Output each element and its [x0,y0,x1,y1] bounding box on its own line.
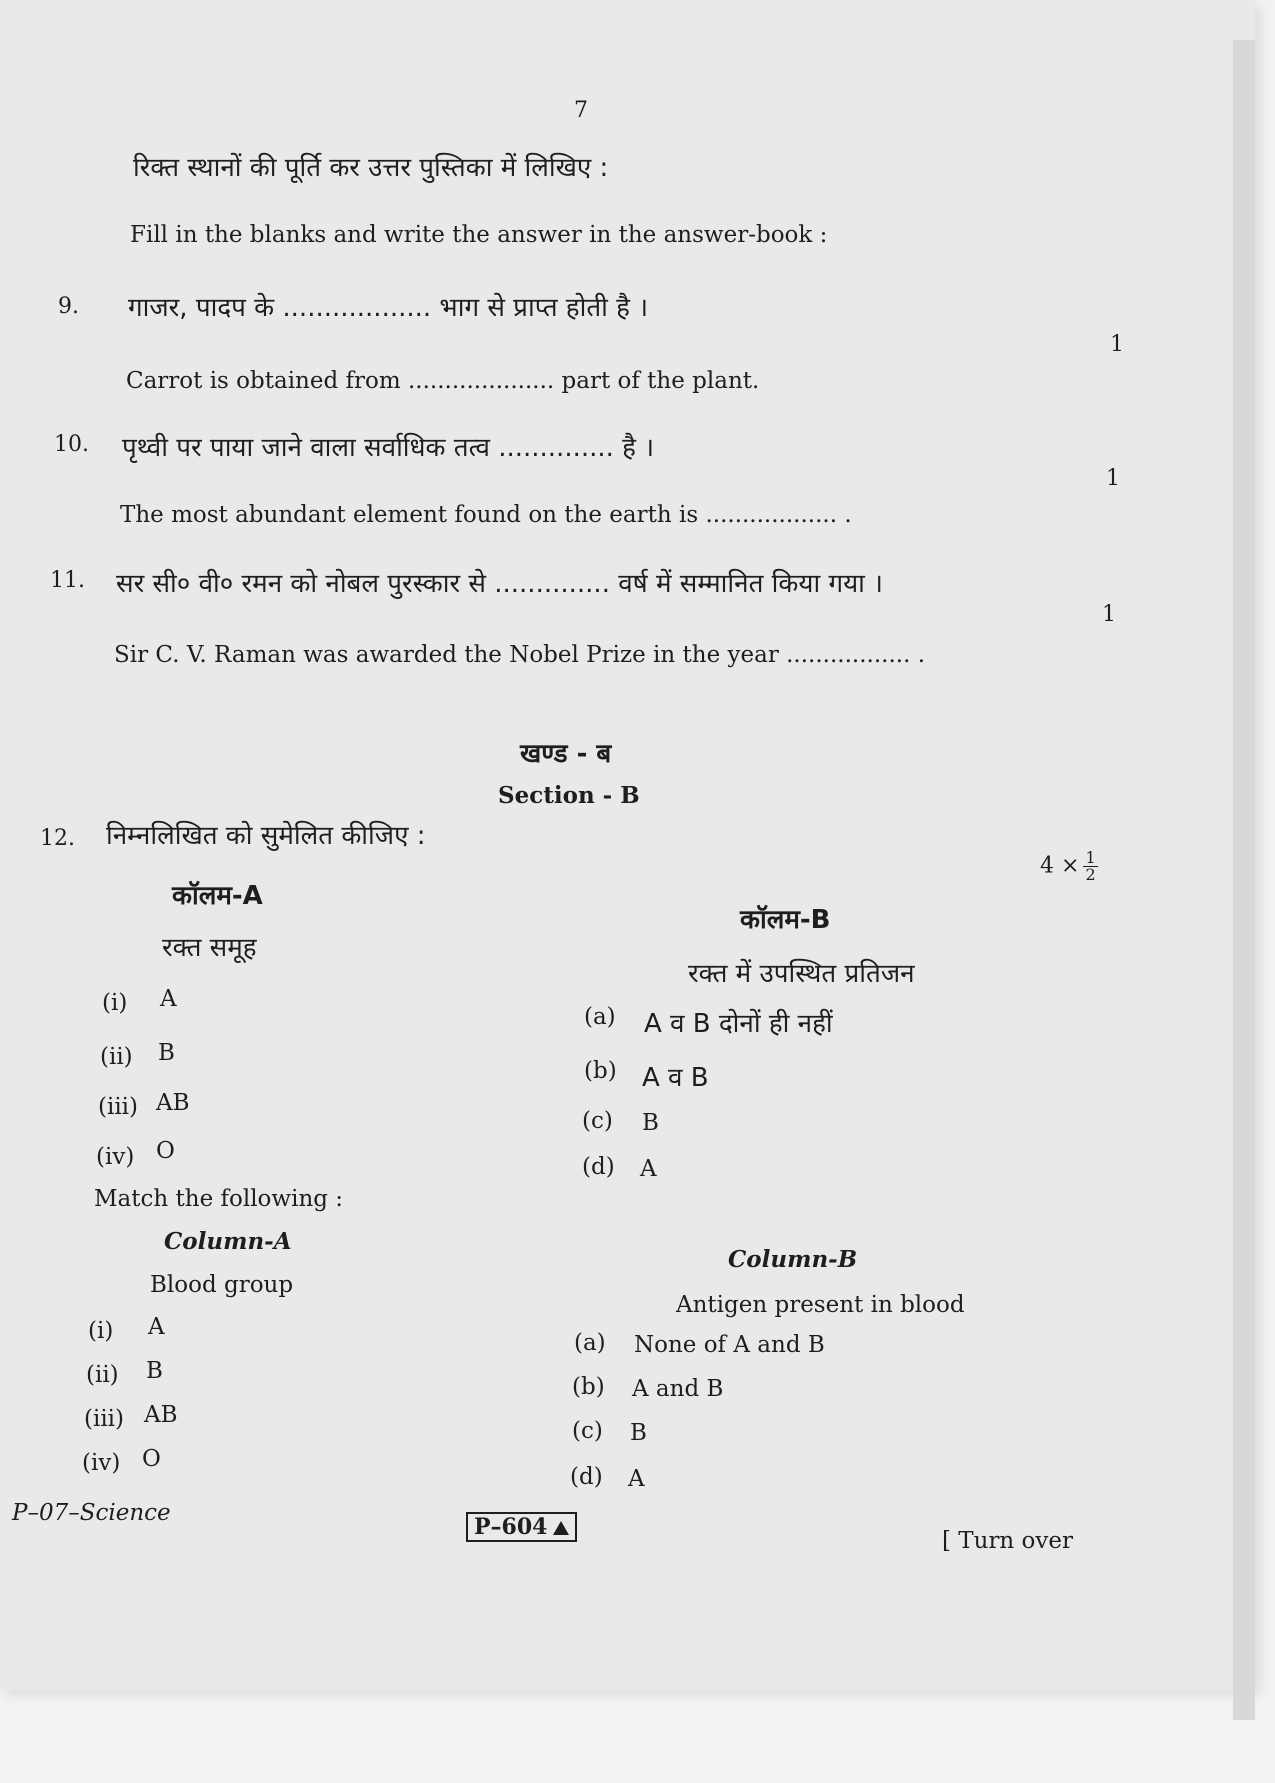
question-hindi: निम्नलिखित को सुमेलित कीजिए : [106,821,426,851]
list-item-value: B [630,1420,647,1446]
list-item-label: (ii) [86,1362,119,1388]
fraction-denominator: 2 [1085,865,1096,884]
question-hindi: गाजर, पादप के .................. भाग से प्राप्त होती है । [128,293,649,323]
footer-subject: P–07–Science [12,1500,171,1526]
turn-over: [ Turn over [942,1528,1074,1554]
list-item-value: AB [144,1402,178,1428]
list-item-value: A [628,1466,645,1492]
list-item-value: O [156,1138,175,1164]
list-item-value: A व B दोनों ही नहीं [644,1009,833,1039]
fraction [1083,850,1097,883]
column-a-subtitle-hindi: रक्त समूह [162,933,257,963]
list-item-value: A [148,1314,165,1340]
column-a-title-hindi: कॉलम-A [172,881,263,911]
list-item-label: (c) [582,1108,613,1134]
list-item-label: (a) [574,1330,606,1356]
list-item-value: B [158,1040,175,1066]
page-edge [1233,40,1255,1720]
list-item-label: (iv) [96,1144,135,1170]
list-item-value: AB [156,1090,190,1116]
question-marks: 1 [1110,332,1124,357]
list-item-value: A [160,986,177,1012]
list-item-label: (d) [582,1154,615,1180]
match-instruction-english: Match the following : [94,1186,344,1212]
list-item-label: (iii) [84,1406,125,1432]
page-number: 7 [574,98,588,123]
column-b-title-hindi: कॉलम-B [740,905,831,935]
column-a-subtitle-english: Blood group [150,1272,294,1298]
list-item-value: B [642,1110,659,1136]
list-item-value: None of A and B [634,1332,825,1358]
list-item-value: A [640,1156,657,1182]
fraction-numerator: 1 [1085,848,1096,867]
column-b-subtitle-english: Antigen present in blood [676,1292,965,1318]
question-english: Carrot is obtained from .................... part of the plant. [126,368,760,394]
question-number: 12. [40,826,75,851]
section-title-hindi: खण्ड - ब [520,739,612,769]
question-marks: 1 [1102,602,1116,627]
list-item-value: A and B [632,1376,724,1402]
question-hindi: सर सी० वी० रमन को नोबल पुरस्कार से .............. वर्ष में सम्मानित किया गया । [116,569,884,599]
list-item-label: (iv) [82,1450,121,1476]
list-item-label: (i) [102,990,128,1016]
section-title-english: Section - B [498,782,640,809]
question-marks: 1 [1106,466,1120,491]
column-a-title-english: Column-A [164,1228,292,1255]
marks-prefix: 4 × [1040,853,1080,879]
list-item-label: (b) [572,1374,605,1400]
instruction-english: Fill in the blanks and write the answer in the answer-book : [130,222,828,248]
list-item-label: (ii) [100,1044,133,1070]
list-item-value: O [142,1446,161,1472]
triangle-icon [553,1521,569,1535]
question-english: Sir C. V. Raman was awarded the Nobel Prize in the year ................. . [114,642,926,668]
question-number: 11. [50,568,85,593]
list-item-value: A व B [642,1063,709,1093]
column-b-title-english: Column-B [728,1246,858,1273]
list-item-label: (a) [584,1004,616,1030]
list-item-label: (i) [88,1318,114,1344]
question-marks [1040,850,1098,883]
column-b-subtitle-hindi: रक्त में उपस्थित प्रतिजन [688,959,915,989]
list-item-label: (b) [584,1058,617,1084]
question-number: 10. [54,432,89,457]
question-number: 9. [58,294,79,319]
paper-code-box [466,1512,577,1542]
list-item-label: (d) [570,1464,603,1490]
list-item-label: (c) [572,1418,603,1444]
question-hindi: पृथ्वी पर पाया जाने वाला सर्वाधिक तत्व .............. है । [122,433,655,463]
instruction-hindi: रिक्त स्थानों की पूर्ति कर उत्तर पुस्तिका में लिखिए : [133,153,609,183]
list-item-value: B [146,1358,163,1384]
paper-code: P–604 [474,1514,548,1540]
question-english: The most abundant element found on the earth is .................. . [120,502,852,528]
list-item-label: (iii) [98,1094,139,1120]
